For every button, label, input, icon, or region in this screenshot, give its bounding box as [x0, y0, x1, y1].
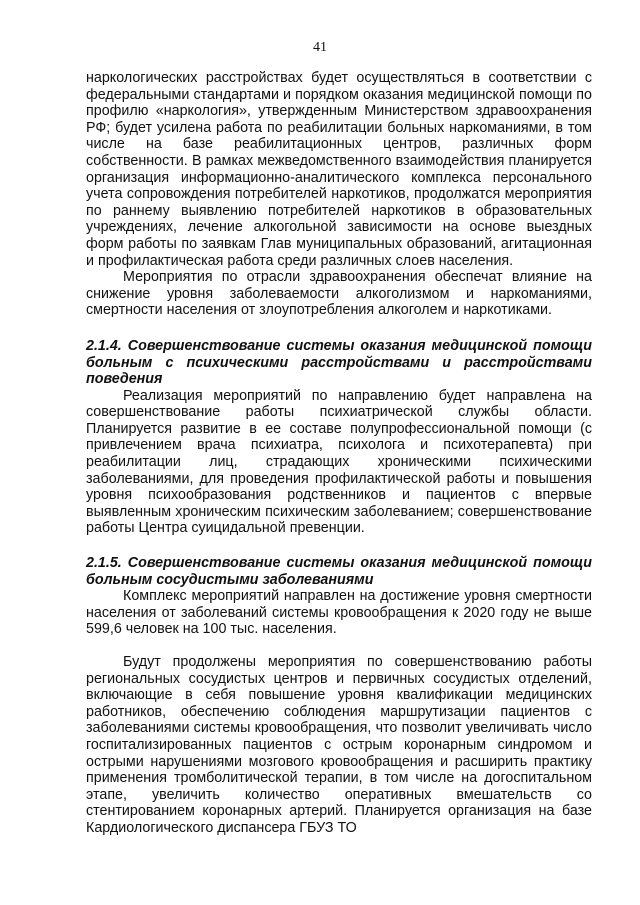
paragraph-healthcare-impact: Мероприятия по отрасли здравоохранения обеспечат влияние на снижение уровня заболеваемости алкоголизмом и наркоманиями, смертности населения от злоупотребления алкоголем и наркотиками.	[86, 269, 592, 319]
paragraph-psychiatric-service: Реализация мероприятий по направлению будет направлена на совершенствование работы психиатрической службы области. Планируется развитие в ее составе полупрофессиональной помощи (с привлечением врача психиатра, психолога и психотерапевта) при реабилитации лиц, страдающих хроническими психическими заболеваниями, для проведения профилактической работы и повышения уровня психообразования родственников и пациентов с впервые выявленным хроническим психическим заболеванием; совершенствование работы Центра суицидальной превенции.	[86, 387, 592, 537]
section-heading-2-1-4: 2.1.4. Совершенствование системы оказания медицинской помощи больным с психическими расстройствами и расстройствами поведения	[86, 337, 592, 388]
paragraph-narcology-continued: наркологических расстройствах будет осуществляться в соответствии с федеральными стандартами и порядком оказания медицинской помощи по профилю «наркология», утвержденным Министерством здравоохранения РФ; будет усилена работа по реабилитации больных наркоманиями, в том числе на базе реабилитационных центров, различных форм собственности. В рамках межведомственного взаимодействия планируется организация информационно-аналитического комплекса персонального учета сопровождения потребителей наркотиков, продолжатся мероприятия по раннему выявлению потребителей наркотиков в образовательных учреждениях, лечение алкогольной зависимости на основе выездных форм работы по заявкам Глав муниципальных образований, агитационная и профилактическая работа среди различных слоев населения.	[86, 70, 592, 269]
document-body	[86, 70, 592, 837]
section-heading-2-1-5: 2.1.5. Совершенствование системы оказания медицинской помощи больным сосудистыми заболеваниями	[86, 555, 592, 588]
paragraph-mortality-target: Комплекс мероприятий направлен на достижение уровня смертности населения от заболеваний системы кровообращения к 2020 году не выше 599,6 человек на 100 тыс. населения.	[86, 588, 592, 638]
page-number: 41	[313, 40, 327, 55]
paragraph-vascular-centers: Будут продолжены мероприятия по совершенствованию работы региональных сосудистых центров и первичных сосудистых отделений, включающие в себя повышение уровня квалификации медицинских работников, обеспечению соблюдения маршрутизации пациентов с заболеваниями системы кровообращения, что позволит увеличивать число госпитализированных пациентов с острым коронарным синдромом и острыми нарушениями мозгового кровообращения и расширить практику применения тромболитической терапии, в том числе на догоспитальном этапе, увеличить количество оперативных вмешательств со стентированием коронарных артерий. Планируется организация на базе Кардиологического диспансера ГБУЗ ТО	[86, 654, 592, 836]
